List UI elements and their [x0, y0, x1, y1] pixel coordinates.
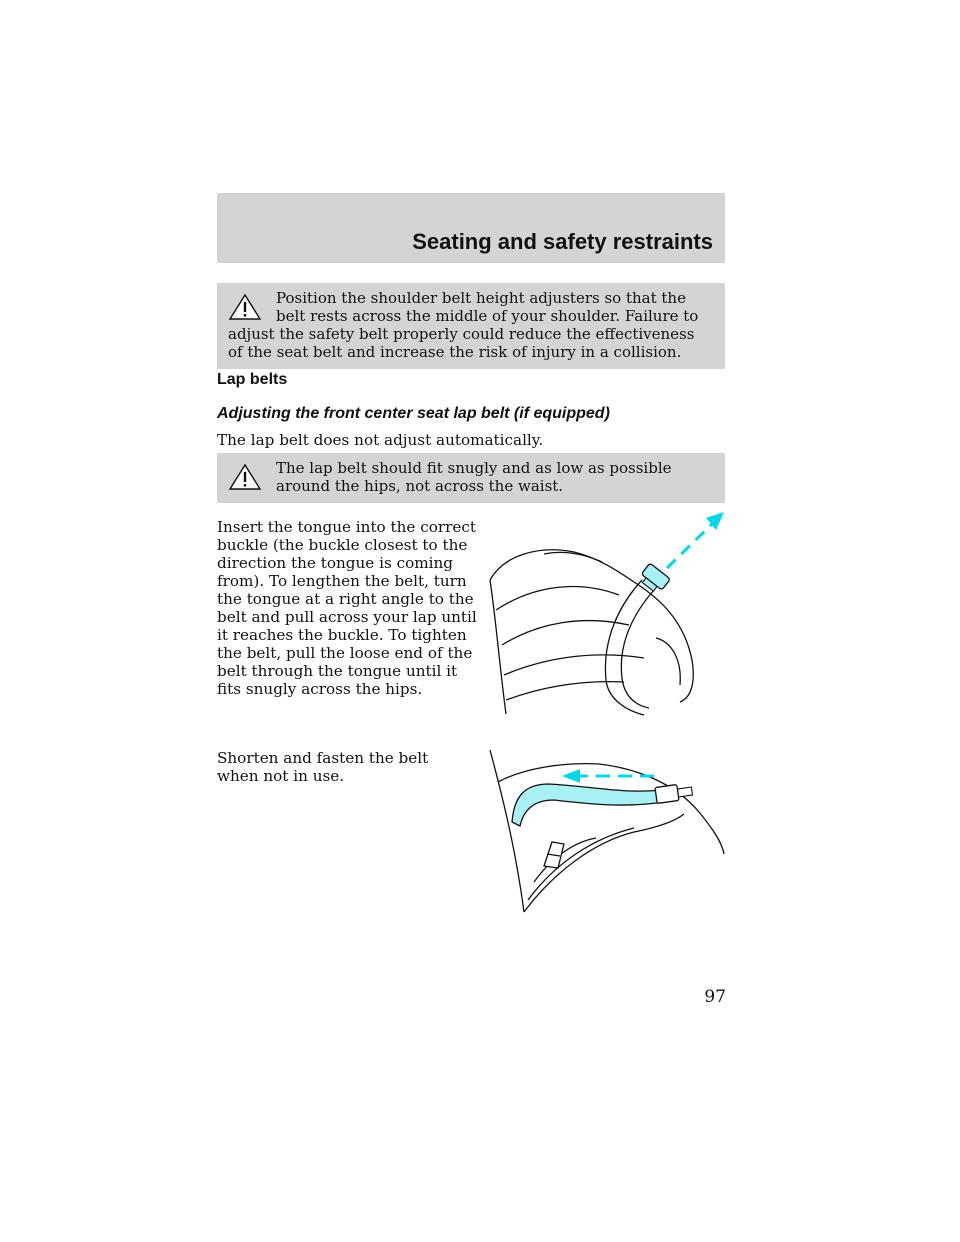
adjust-heading: Adjusting the front center seat lap belt (if equipped): [217, 405, 610, 422]
belt-band: [512, 784, 664, 826]
warning-text: The lap belt should fit snugly and as low as possible around the hips, not across the waist.: [276, 459, 672, 495]
warning-text: Position the shoulder belt height adjusters so that the belt rests across the middle of your shoulder. Failure to adjust the safety belt properly could reduce the effectiveness of the seat belt and increase the risk of injury in a collision.: [228, 289, 699, 361]
warning-box: [217, 283, 725, 369]
section-header-band: [217, 193, 725, 263]
warning-box: [217, 453, 725, 503]
lap-belt-shorten-illustration: [484, 742, 730, 920]
warning-triangle-icon: [228, 463, 262, 491]
warning-triangle-icon: [228, 293, 262, 321]
shorten-paragraph: Shorten and fasten the belt when not in use.: [217, 749, 429, 785]
page-number: 97: [704, 987, 726, 1007]
intro-paragraph: The lap belt does not adjust automatically.: [217, 431, 544, 449]
insert-paragraph: Insert the tongue into the correct buckle (the buckle closest to the direction the tongue is coming from). To lengthen the belt, turn the tongue at a right angle to the belt and pull across your lap until it reaches the buckle. To tighten the belt, pull the loose end of the belt through the tongue until it fits snugly across the hips.: [217, 518, 477, 698]
lap-belt-lengthen-illustration: [484, 510, 730, 726]
lap-belts-heading: Lap belts: [217, 371, 288, 388]
section-title: Seating and safety restraints: [412, 229, 713, 254]
